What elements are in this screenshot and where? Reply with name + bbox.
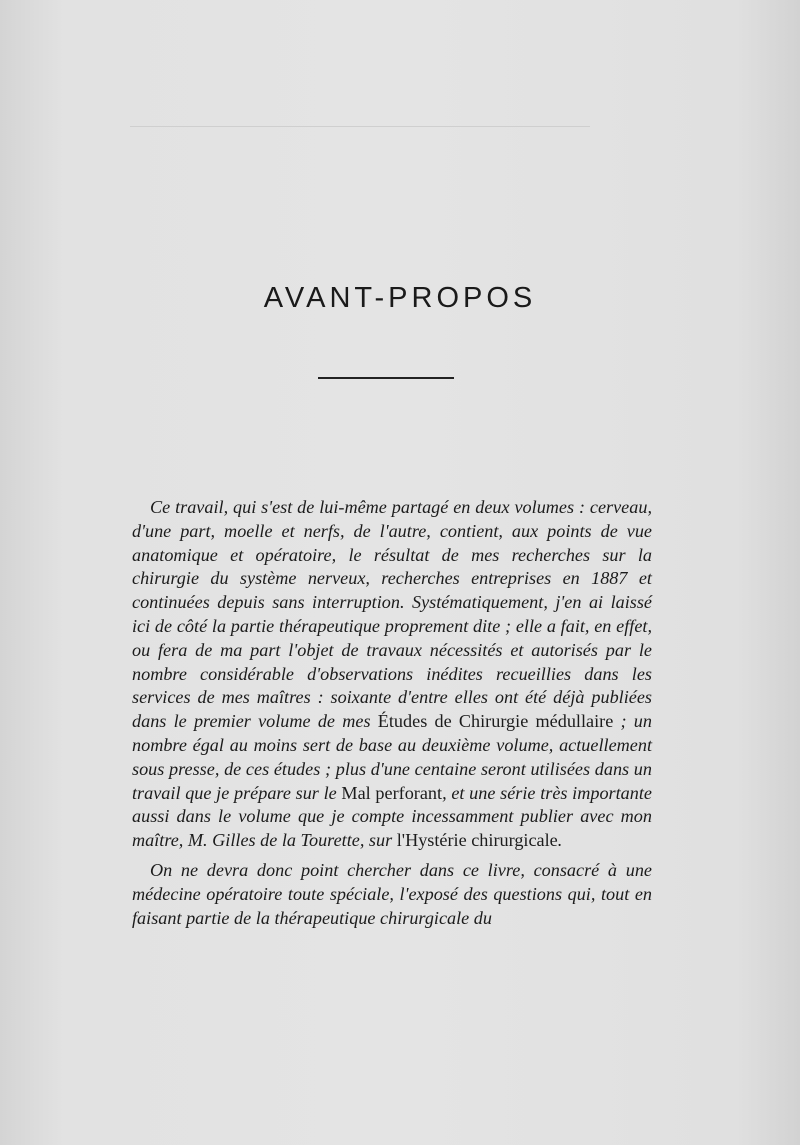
reference-etudes-chirurgie-medullaire: Études de Chirurgie médullaire (377, 711, 614, 732)
paragraph-2: On ne devra donc point chercher dans ce livre, consacré à une médecine opératoire toute spéciale, l'exposé des questions qui, tout en faisant partie de la thérapeutique chirurgicale du (132, 859, 652, 928)
reference-hysterie-chirurgicale: l'Hystérie chirurgicale (396, 830, 558, 851)
body-text (132, 496, 652, 936)
paragraph-1-text-3: , et une série très importante aussi dans le volume que je compte incessamment publier avec mon maître, M. Gilles de la Tourette, sur (132, 782, 652, 851)
paragraph-1-text-1: Ce travail, qui s'est de lui-même partagé en deux volumes : cerveau, d'une part, moelle et nerfs, de l'autre, contient, aux points de vue anatomique et opératoire, le résultat de mes recherches sur la chirurgie du système nerveux, recherches entreprises en 1887 et continuées depuis sans interruption. Systématiquement, j'en ai laissé ici de côté la partie thérapeutique proprement dite ; elle a fait, en effet, ou fera de ma part l'objet de travaux nécessités et autorisés par le nombre considérable d'observations inédites recueillies dans les services de mes maîtres : soixante d'entre elles ont été déjà publiées dans le premier volume de mes (132, 497, 652, 732)
title-divider (318, 377, 454, 379)
page-title: AVANT-PROPOS (263, 282, 537, 314)
bleed-through-rule (130, 126, 590, 127)
paragraph-1-text-2: ; un nombre égal au moins sert de base au deuxième volume, actuellement sous presse, de ces études ; plus d'une centaine seront utilisées dans un travail que je prépare sur le (132, 711, 652, 803)
paragraph-1 (132, 496, 652, 853)
paragraph-1-text-4: . (557, 830, 563, 851)
reference-mal-perforant: Mal perforant (341, 782, 443, 803)
